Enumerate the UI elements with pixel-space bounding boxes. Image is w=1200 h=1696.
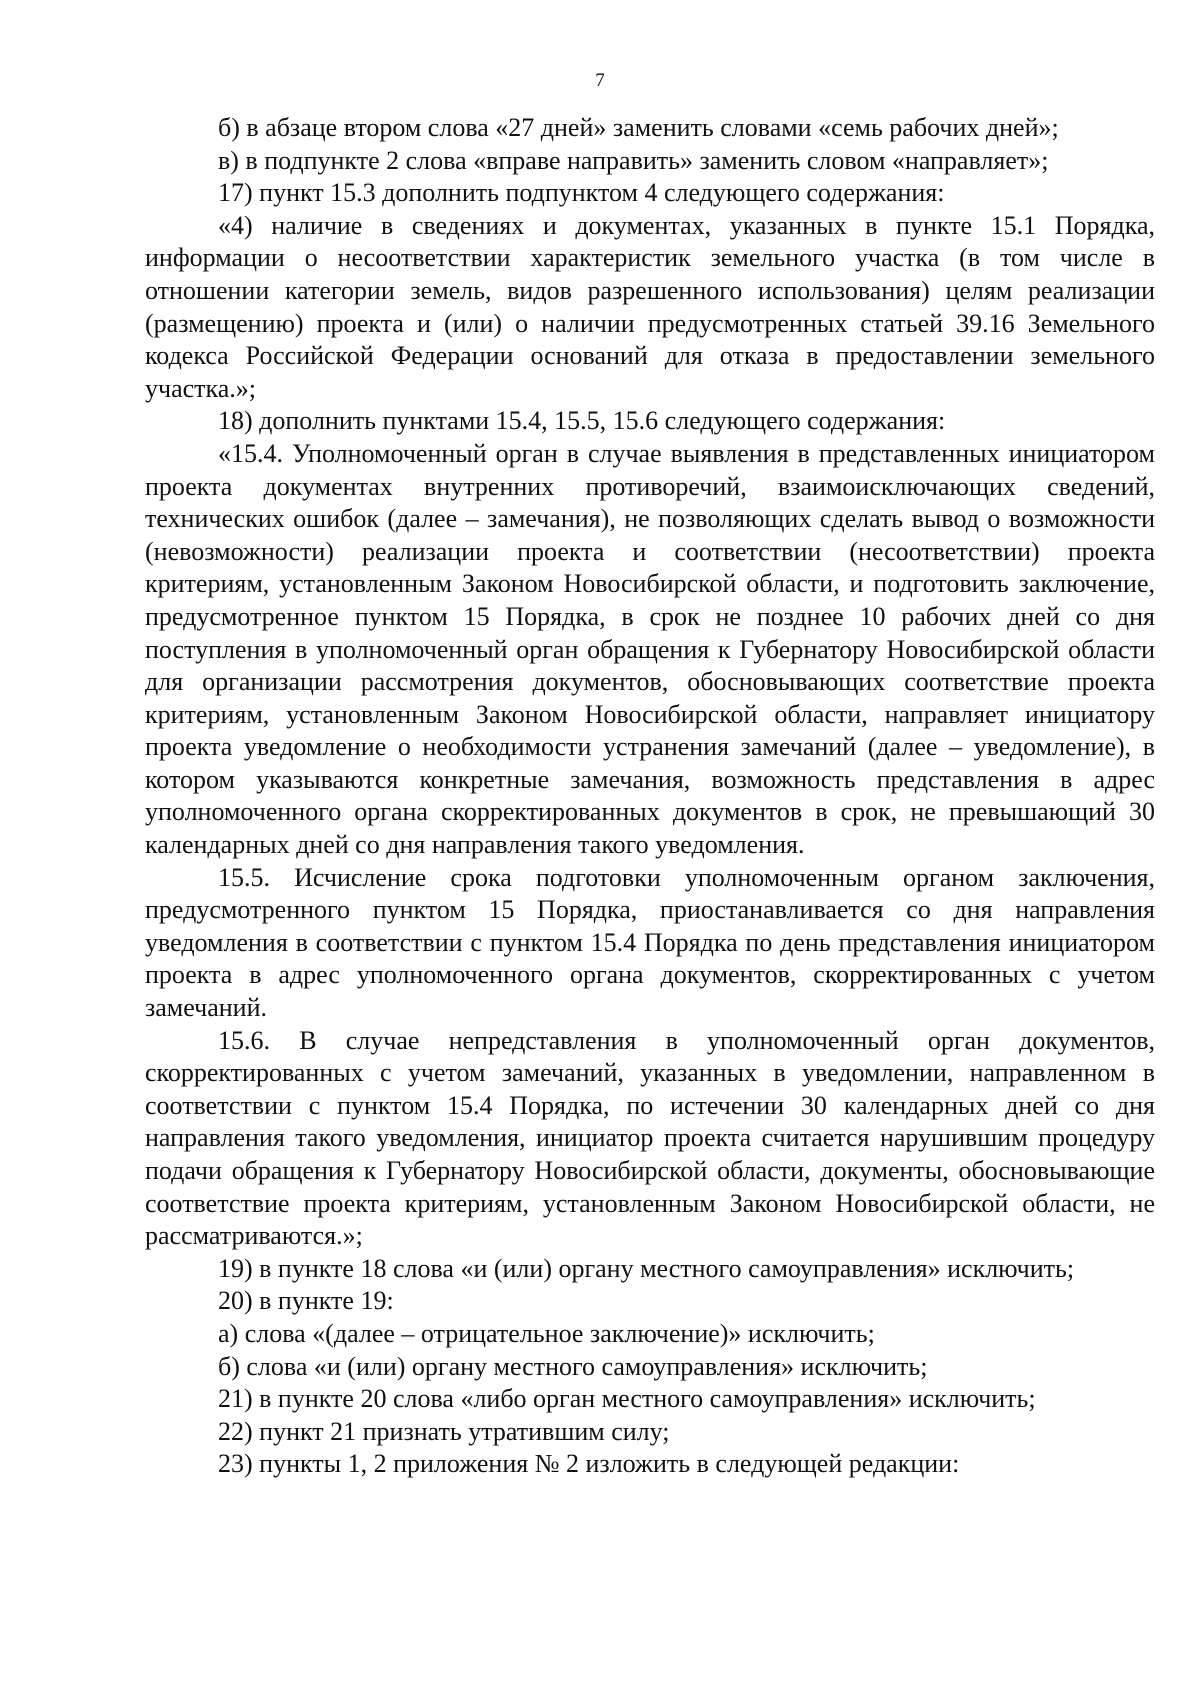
paragraph-17: 17) пункт 15.3 дополнить подпунктом 4 следующего содержания: xyxy=(218,178,945,208)
paragraph-15-5: 15.5. Исчисление срока подготовки уполномоченным органом заключения, предусмотренного пунктом 15 Порядка, приостанавливается со дня направления уведомления в соответствии с пунктом 15.4 Порядка по день представления инициатором проекта в адрес уполномоченного органа документов, скорректированных с учетом замечаний. xyxy=(145,862,1155,1023)
paragraph-22: 22) пункт 21 признать утратившим силу; xyxy=(218,1416,670,1446)
paragraph-23: 23) пункты 1, 2 приложения № 2 изложить в следующей редакции: xyxy=(218,1449,960,1479)
paragraph-podpunkt-4: «4) наличие в сведениях и документах, указанных в пункте 15.1 Порядка, информации о несоответствии характеристик земельного участка (в том числе в отношении категории земель, видов разрешенного использования) целям реализации (размещению) проекта и (или) о наличии предусмотренных статьей 39.16 Земельного кодекса Российской Федерации оснований для отказа в предоставлении земельного участка.»; xyxy=(145,210,1155,403)
paragraph-19: 19) в пункте 18 слова «и (или) органу местного самоуправления» исключить; xyxy=(218,1253,1075,1283)
paragraph-20-a: а) слова «(далее – отрицательное заключение)» исключить; xyxy=(218,1318,875,1348)
paragraph-b-abzac-vtoroy: б) в абзаце втором слова «27 дней» заменить словами «семь рабочих дней»; xyxy=(218,113,1059,142)
page-number: 7 xyxy=(595,70,605,91)
paragraph-21: 21) в пункте 20 слова «либо орган местного самоуправления» исключить; xyxy=(218,1384,1036,1414)
paragraph-20: 20) в пункте 19: xyxy=(218,1286,394,1316)
paragraph-18: 18) дополнить пунктами 15.4, 15.5, 15.6 следующего содержания: xyxy=(218,406,946,436)
paragraph-20-b: б) слова «и (или) органу местного самоуправления» исключить; xyxy=(218,1351,928,1381)
paragraph-v-podpunkt-2: в) в подпункте 2 слова «вправе направить» заменить словом «направляет»; xyxy=(218,145,1049,175)
document-body xyxy=(145,112,1155,1481)
paragraph-15-4: «15.4. Уполномоченный орган в случае выявления в представленных инициатором проекта документах внутренних противоречий, взаимоисключающих сведений, технических ошибок (далее – замечания), не позволяющих сделать вывод о возможности (невозможности) реализации проекта и соответствии (несоответствии) проекта критериям, установленным Законом Новосибирской области, и подготовить заключение, предусмотренное пунктом 15 Порядка, в срок не позднее 10 рабочих дней со дня поступления в уполномоченный орган обращения к Губернатору Новосибирской области для организации рассмотрения документов, обосновывающих соответствие проекта критериям, установленным Законом Новосибирской области, направляет инициатору проекта уведомление о необходимости устранения замечаний (далее – уведомление), в котором указываются конкретные замечания, возможность представления в адрес уполномоченного органа скорректированных документов в срок, не превышающий 30 календарных дней со дня направления такого уведомления. xyxy=(145,438,1155,860)
paragraph-15-6: 15.6. В случае непредставления в уполномоченный орган документов, скорректированных с учетом замечаний, указанных в уведомлении, направленном в соответствии с пунктом 15.4 Порядка, по истечении 30 календарных дней со дня направления такого уведомления, инициатор проекта считается нарушившим процедуру подачи обращения к Губернатору Новосибирской области, документы, обосновывающие соответствие проекта критериям, установленным Законом Новосибирской области, не рассматриваются.»; xyxy=(145,1025,1155,1251)
